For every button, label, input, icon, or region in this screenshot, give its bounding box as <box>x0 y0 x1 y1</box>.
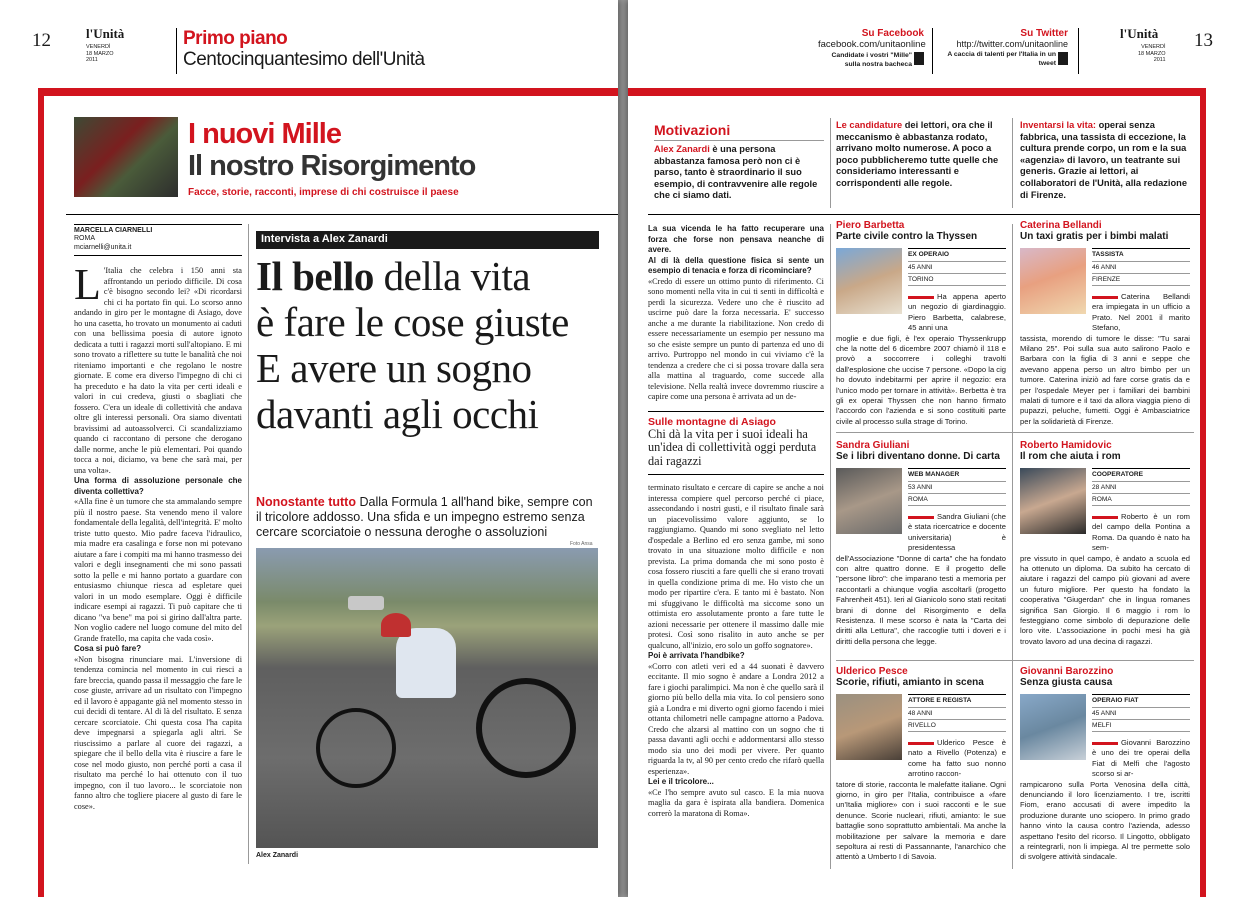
inventarsi-lead: Inventarsi la vita: <box>1020 120 1096 130</box>
date-right: VENERDÌ 18 MARZO 2011 <box>1138 44 1166 63</box>
facebook-icon <box>914 52 924 65</box>
twitter-promo <box>940 28 1068 68</box>
interview-question-1: Al di là della questione fisica si sente un esempio di tenacia e forza di ricominciare? <box>648 255 824 275</box>
facebook-label: Su Facebook <box>861 28 924 39</box>
card-text-side: Giovanni Barozzino è uno dei tre operai della Fiat di Melfi che l'agosto scorso si ar- <box>1092 738 1190 779</box>
card-name: Caterina Bellandi <box>1020 220 1102 231</box>
card-age: 45 ANNI <box>1092 707 1190 719</box>
card-name: Sandra Giuliani <box>836 440 910 451</box>
masthead-left: l'Unità <box>86 26 125 41</box>
photo-caption: Alex Zanardi <box>256 852 299 859</box>
banner-subtitle: Facce, storie, racconti, imprese di chi costruisce il paese <box>188 187 459 198</box>
interview-lead: La sua vicenda le ha fatto recuperare una forza che forse non pensava neanche di avere. <box>648 224 824 254</box>
profile-card <box>836 666 1006 863</box>
deck <box>256 495 596 540</box>
card-text: dell'Associazione "Donne di carta" che ha fondato con altre quattro donne. E il progetto delle "persone libro": che imparano testi a memoria per raccontarli a chiunque voglia ascoltarli (progetto Fahrenheit 451). Ieri al Gianicolo sono stati recitati brani di donne del Risorgimento e della Resistenza. Il mese scorso è nata la "Carta dei diritti alla Lettura", che raccoglie tutti i doveri e i diritti della persona che legge. <box>836 553 1006 646</box>
page-number-left: 12 <box>32 30 51 51</box>
card-name: Piero Barbetta <box>836 220 905 231</box>
facebook-promo <box>818 28 924 69</box>
card-city: ROMA <box>1092 493 1190 506</box>
card-name: Roberto Hamidovic <box>1020 440 1112 451</box>
card-age: 46 ANNI <box>1092 261 1190 273</box>
card-subtitle: Scorie, rifiuti, amianto in scena <box>836 677 984 688</box>
subsection-title: Centocinquantesimo dell'Unità <box>183 49 425 70</box>
card-age: 48 ANNI <box>908 707 1006 719</box>
dropcap: L <box>74 260 101 309</box>
card-role: TASSISTA <box>1092 248 1190 261</box>
interview-paragraph-2: «Credo di essere un ottimo punto di riferimento. Ci sono momenti nella vita in cui ti senti in difficoltà e perdi la sicurezza. Vedere uno che è riuscito ad uscirne può dare la forza necessaria. E' successo anche a me durante la riabilitazione. Non credo di essere necessariamente un esempio per nessuno ma so che esiste sempre un punto di partenza ed uno di arrivo. Purtroppo nel mondo in cui viviamo c'è la tendenza a credere che ci si possa trovare dalla sera alla mattina al traguardo, come succede alla televisione. Nella realtà invece dovremmo riuscire a capire come una persona è arrivata ad un de- <box>648 276 824 401</box>
date-left: VENERDÌ 18 MARZO 2011 <box>86 44 114 63</box>
card-text-side: Ha appena aperto un negozio di giardinaggio. Piero Barbetta, calabrese, 45 anni una <box>908 292 1006 333</box>
interview-paragraph-5: «Ce l'ho sempre avuto sul casco. E la mia nuova maglia da gara è ispirata alla bandiera. Domenica correrò la maratona di Roma». <box>648 787 824 818</box>
interview-paragraph-4: «Corro con atleti veri ed a 44 suonati è davvero eccitante. Il mio sogno è andare a Londra 2012 a fare i giochi paralimpici. Ma non è che quello sarà il giorno più bello della mia vita. Io col pensiero sono già a Londra e mi diverto ogni giorno facendo i miei ottanta chilometri nelle campagne attorno a Padova. Credo che alzarsi al mattino con un sogno che ti passa davanti agli occhi e addormentarsi allo stesso modo sia uno dei modi per vivere. Per quanto riguarda la tv, al 90 per cento credo che rifarò quella esperienza». <box>648 661 824 776</box>
body-paragraph-1: 'Italia che celebra i 150 anni sta affrontando un periodo difficile. Di cosa c'è bisogno secondo lei? «Di ricordarsi chi ci ha portato fin qui. Lo scorso anno andando in giro per le montagne di Asiago, dove ho una casetta, ho trovato un monumento ai caduti con una bellissima poesia di autore ignoto dedicata a tutti i ragazzi morti sull'altopiano. E mi sono trovato a riflettere su tutte le banalità che noi riteniamo importanti e che regolano le nostre giornate. E come era diverso l'impegno di chi ci ha preceduto e ha dato la vita per certi ideali e valori in cui credeva, giusti o sbagliati che fossero. C'era un ideale di collettività che andava oltre gli interessi personali. Ora siamo diventati bravissimi ad autoassolverci. Ci scandalizziamo quando ci raccontano di persone che derogano dalle norme, anche le più elementari. Poi quando tocca a noi, diciamo, va bene che sarà mai, per una volta». <box>74 266 242 475</box>
banner-title-1: I nuovi Mille <box>188 118 341 150</box>
left-page <box>0 0 618 897</box>
banner-painting <box>74 117 178 197</box>
candidature-box <box>836 120 1006 190</box>
card-portrait <box>1020 694 1086 760</box>
card-text: pre vissuto in quel campo, è andato a scuola ed ha ottenuto un diploma. Da subito ha cercato di aiutare i ragazzi del campo più giovani ad avere un futuro migliore. Per questo ha fondato la cooperativa "Giugerdan" che in lingua romanes significa San Giorgio. Il 6 maggio i rom lo festeggiano come simbolo di depurazione delle loro vite. L'associazione in pochi mesi ha già trovato lavoro ad una decina di ragazzi. <box>1020 553 1190 646</box>
author-city: ROMA <box>74 235 95 242</box>
card-text-side: Caterina Bellandi era impiegata in un ufficio a Prato. Nel 2001 il marito Stefano, <box>1092 292 1190 333</box>
inventarsi-text: operai senza fabbrica, una tassista di eccezione, la cultura prende corpo, un rom e la sua «agenzia» di lavoro, un teatrante sui generis. Grazie ai lettori, ai collaboratori de l'Unità, alla redazione di Firenze. <box>1020 120 1188 200</box>
card-city: RIVELLO <box>908 719 1006 732</box>
candidature-lead: Le candidature <box>836 120 903 130</box>
card-city: MELFI <box>1092 719 1190 732</box>
deck-lead: Nonostante tutto <box>256 495 356 509</box>
right-page <box>628 0 1244 897</box>
interview-kicker: Intervista a Alex Zanardi <box>256 231 599 249</box>
card-role: COOPERATORE <box>1092 468 1190 481</box>
interview-question-2: Poi è arrivata l'handbike? <box>648 651 745 660</box>
headline: Il bello della vita è fare le cose giuste E avere un sogno davanti agli occhi <box>256 253 569 437</box>
card-text-side: Ulderico Pesce è nato a Rivello (Potenza) e come ha fatto suo nonno arrotino raccon- <box>908 738 1006 779</box>
card-age: 53 ANNI <box>908 481 1006 493</box>
profile-card <box>1020 666 1190 863</box>
card-text-side: Roberto è un rom del campo della Pontina a Roma. Da quando è nato ha sem- <box>1092 512 1190 553</box>
profile-card <box>1020 220 1190 427</box>
candidature-text: dei lettori, ora che il meccanismo è abbastanza rodato, arrivano molto numerose. A poco a poco pubblicheremo tutte quelle che consideriamo interessanti e corrispondenti alle regole. <box>836 120 999 188</box>
motivazioni-lead: Alex Zanardi <box>654 144 710 154</box>
card-subtitle: Senza giusta causa <box>1020 677 1113 688</box>
card-subtitle: Un taxi gratis per i bimbi malati <box>1020 231 1169 242</box>
motivazioni-box <box>654 122 824 202</box>
facebook-sub: Candidate i vostri "Mille" sulla nostra bacheca <box>831 52 912 68</box>
sidebar-title: Chi dà la vita per i suoi ideali ha un'idea di collettività oggi perduta dai ragazzi <box>648 426 817 468</box>
body-paragraph-2: «Alla fine è un tumore che sta ammalando sempre più il nostro paese. Sta venendo meno il valore fondamentale della legalità, dell'integrità. E' molto triste tutto questo. Mio padre faceva l'idraulico, mia madre era casalinga e forse non mi potevano aiutare a fare i compiti ma mi hanno trasmesso dei valori e degli insegnamenti che mi sono passati sotto la pelle e mi hanno portato a guardare con entusiasmo chiunque riesca ad espletare quei valori in un modo esemplare. Oggi è difficile indicare esempi ai ragazzi. Ti può capitare che ti dicano "va bene" ma poi si girino dall'altra parte. Non voglio cadere nel luogo comune del mito del Grande fratello, ma capita che vada così». <box>74 497 242 643</box>
card-text: rampicarono sulla Porta Venosina della città, denunciando il loro licenziamento. I tre, iscritti Fiom, erano accusati di avere impedito la produzione durante uno sciopero. In primo grado hanno vinto la causa contro l'azienda, adesso aspettano l'esito del ricorso. Il Lingotto, obbligato a reintegrarli, non li impiega. Al tre permette solo di svolgere attività sindacale. <box>1020 779 1190 862</box>
card-role: WEB MANAGER <box>908 468 1006 481</box>
card-city: FIRENZE <box>1092 273 1190 286</box>
card-subtitle: Se i libri diventano donne. Di carta <box>836 451 1000 462</box>
sidebar-kicker: Sulle montagne di Asiago <box>648 415 776 428</box>
card-text: tassista, morendo di tumore le disse: "Tu sarai Milano 25". Poi sulla sua auto salirono Paolo e Barbara con la figlia di 3 anni e seppe che avevano appena perso un altro bimbo per un tumore. Caterina iniziò ad fare corse gratis da e per l'ospedale Meyer per i familiari dei bambini malati di tumore e il taxi da allora viaggia pieno di pupazzi, peluche, fumetti. Oggi è Ambasciatrice per la solidarietà di Firenze. <box>1020 333 1190 426</box>
facebook-url: facebook.com/unitaonline <box>818 39 926 50</box>
profile-card <box>836 220 1006 427</box>
section-title: Primo piano <box>183 28 288 49</box>
interview-column <box>648 224 824 819</box>
twitter-icon <box>1058 52 1068 65</box>
twitter-url: http://twitter.com/unitaonline <box>956 39 1068 49</box>
article-column-1 <box>74 224 242 812</box>
card-city: TORINO <box>908 273 1006 286</box>
card-role: EX OPERAIO <box>908 248 1006 261</box>
motivazioni-title: Motivazioni <box>654 122 824 141</box>
masthead-right: l'Unità <box>1120 26 1159 41</box>
inventarsi-box <box>1020 120 1188 201</box>
card-portrait <box>1020 468 1086 534</box>
twitter-label: Su Twitter <box>1020 28 1068 39</box>
author-name: MARCELLA CIARNELLI <box>74 224 242 234</box>
card-subtitle: Il rom che aiuta i rom <box>1020 451 1121 462</box>
card-text: tatore di storie, racconta le malefatte italiane. Ogni giorno, in giro per l'Italia, contribuisce a «fare un'Italia migliore» con i suoi racconti e le sue denunce. Scorie nucleari, rifiuti, amianto: le sue battaglie sono soprattutto ambientali. Ma anche la mobilitazione per salvare la memoria e dare sepoltura ai resti di Passannante, l'anarchico che attentò a Umberto I di Savoia. <box>836 779 1006 862</box>
photo-credit: Foto Ansa <box>570 541 593 547</box>
card-role: OPERAIO FIAT <box>1092 694 1190 707</box>
card-city: ROMA <box>908 493 1006 506</box>
card-text-side: Sandra Giuliani (che è stata ricercatrice e docente universitaria) è presidentessa <box>908 512 1006 553</box>
interview-paragraph-3: terminato risultato e cercare di capire se anche a noi interessa compiere quel percorso perché ci piace, assecondando i nostri gusti, e il risultato finale sarà un piacevolissimo valore aggiunto, se lo raggiungiamo. Quando mi sono svegliato nel letto d'ospedale a Berlino ed ero senza gambe, mi sono trovato in una situazione molto difficile e non prevista. La prima domanda che mi sono posto è cosa fossero riusciti a fare quelli che si erano trovati in quella condizione prima di me. Ho visto che un modo per ripartire c'era. E tanto mi è bastato. Non mi sfuggivano le difficoltà ma siccome sono un ottimista ero assolutamente pronto a fare tutte le azioni necessarie per ottenere il massimo dalle mie protesi. Così sono risalito in auto anche se per qualcuno, all'inizio, ero solo un goffo sognatore». <box>648 483 824 650</box>
card-subtitle: Parte civile contro la Thyssen <box>836 231 978 242</box>
question-1: Una forma di assoluzione personale che diventa collettiva? <box>74 476 242 496</box>
card-name: Giovanni Barozzino <box>1020 666 1114 677</box>
card-portrait <box>836 468 902 534</box>
question-2: Cosa si può fare? <box>74 644 142 653</box>
zanardi-photo <box>256 548 598 848</box>
card-portrait <box>1020 248 1086 314</box>
twitter-sub: A caccia di talenti per l'Italia in un tweet <box>947 51 1056 67</box>
profile-card <box>836 440 1006 647</box>
page-number-right: 13 <box>1194 30 1213 51</box>
profile-card <box>1020 440 1190 647</box>
card-role: ATTORE E REGISTA <box>908 694 1006 707</box>
deck-text: Dalla Formula 1 all'hand bike, sempre con il tricolore addosso. Una sfida e un impegno estremo senza cercare scorciatoie o nessuna deroghe o assoluzioni <box>256 495 593 539</box>
card-age: 28 ANNI <box>1092 481 1190 493</box>
body-paragraph-3: «Non bisogna rinunciare mai. L'inversione di tendenza comincia nel momento in cui riesci a fare breccia, quando passa il messaggio che fare le cose giuste, arrivare ad un risultato con l'impegno ed il lavoro è appagante già nel momento stesso in cui decidi di tentare. Al di là del risultato. E senza cercare scorciatoie. Chi questa cosa l'ha capita deve impegnarsi a spiegarla agli altri. Se riuscissimo a parlare al cuore dei ragazzi, a spiegare che il bello della vita è riuscire a fare le cose nel modo giusto, non perché porti a casa il risultato ma perché lo hai ottenuto con il tuo impegno, con il tuo lavoro... le scorciatoie non fanno altro che togliere piacere al gusto di fare le cose». <box>74 654 242 811</box>
card-age: 45 ANNI <box>908 261 1006 273</box>
card-portrait <box>836 248 902 314</box>
author-email: mciarnelli@unita.it <box>74 243 242 256</box>
card-name: Ulderico Pesce <box>836 666 908 677</box>
interview-question-3: Lei e il tricolore... <box>648 777 714 786</box>
motivazioni-text: è una persona abbastanza famosa però non ci è parso, tanto è straordinario il suo esempio, di contravvenire alle regole che ci siamo dati. <box>654 144 818 201</box>
banner-title-2: Il nostro Risorgimento <box>188 150 476 182</box>
sidebar-box <box>648 411 824 476</box>
card-portrait <box>836 694 902 760</box>
card-text: moglie e due figli, è l'ex operaio Thyssenkrupp che la notte del 6 dicembre 2007 chiamò il 118 e provò a soccorrere i colleghi travolti dall'esplosione che uccise 7 persone. «Dopo la cig ho dovuto indebitarmi per aprire il negozio: era l'unico modo per tornare in attività». Berbetta è tra gli ex operai Thyssen che non hanno firmato l'accordo con l'azienda e si sono costituiti parte civile al processo sulla strage di Torino. <box>836 333 1006 426</box>
